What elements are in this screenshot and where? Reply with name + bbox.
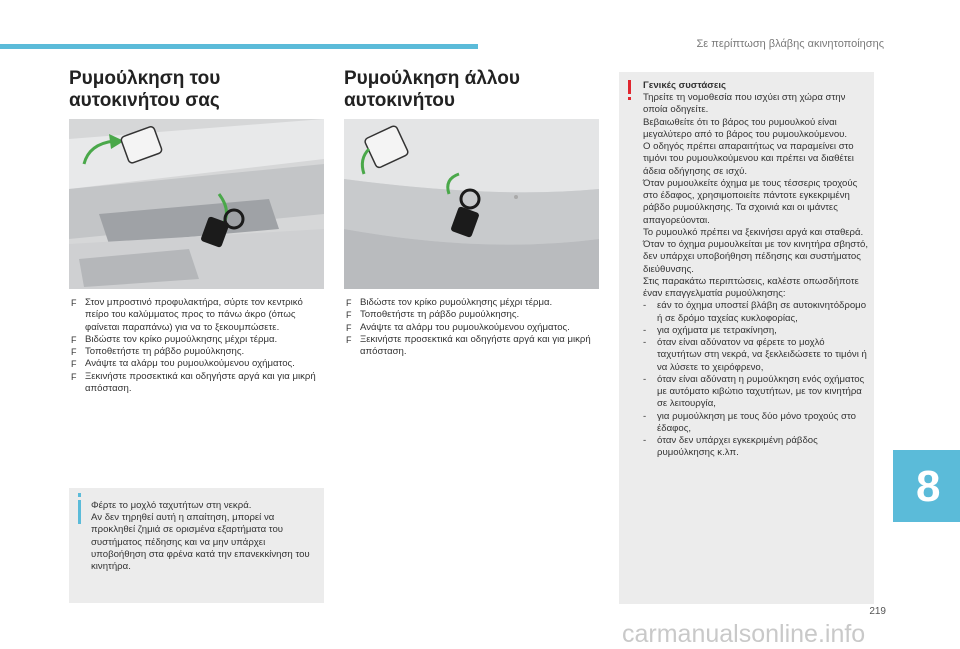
list-dash: - bbox=[643, 300, 647, 312]
step-text: Ξεκινήστε προσεκτικά και οδηγήστε αργά και για μικρή απόσταση. bbox=[360, 333, 591, 358]
warning-list-item bbox=[643, 411, 871, 436]
warning-intro: Τηρείτε τη νομοθεσία που ισχύει στη χώρα στην οποία οδηγείτε. Βεβαιωθείτε ότι το βάρος του ρυμουλκού είναι μεγαλύτερο από το βάρος του ρυμουλκούμενου. Ο οδηγός πρέπει απαραιτήτως να παραμείνει στο τιμόνι του ρυμουλκούμενου και πρέπει να διαθέτει άδεια οδήγησης σε ισχύ. Όταν ρυμουλκείτε όχημα με τους τέσσερις τροχούς στο έδαφος, χρησιμοποιείτε πάντοτε εγκεκριμένη ράβδο ρυμούλκησης. Τα σχοινιά και οι ιμάντες απαγορεύονται. Το ρυμουλκό πρέπει να ξεκινήσει αργά και σταθερά. Όταν το όχημα ρυμουλκείται με τον κινητήρα σβηστό, δεν υπάρχει υποβοήθηση πέδησης και συστήματος διεύθυνσης. Στις παρακάτω περιπτώσεις, καλέστε οπωσδήποτε έναν επαγγελματία ρυμούλκησης: bbox=[643, 92, 869, 299]
warning-item-text: όταν δεν υπάρχει εγκεκριμένη ράβδος ρυμούλκησης κ.λπ. bbox=[657, 435, 818, 459]
info-icon bbox=[78, 493, 81, 497]
info-icon-bar bbox=[78, 500, 81, 524]
warning-item-text: όταν είναι αδύνατον να φέρετε το μοχλό ταχυτήτων στη νεκρά, να ξεκλειδώσετε το τιμόνι ή να λύσετε το χειρόφρενο, bbox=[657, 337, 867, 373]
step-item bbox=[346, 334, 598, 359]
step-marker: F bbox=[346, 298, 352, 308]
section-title-tow-other-car: Ρυμούλκηση άλλου αυτοκινήτου bbox=[344, 68, 520, 111]
step-item bbox=[71, 358, 323, 370]
chapter-tab bbox=[893, 450, 960, 522]
step-item bbox=[71, 346, 323, 358]
step-item bbox=[71, 297, 323, 334]
header-rule bbox=[0, 44, 478, 49]
step-text: Τοποθετήστε τη ράβδο ρυμούλκησης. bbox=[360, 309, 520, 321]
warning-box bbox=[619, 72, 874, 604]
step-text: Ανάψτε τα αλάρμ του ρυμουλκούμενου οχήματος. bbox=[360, 321, 570, 333]
list-dash: - bbox=[643, 373, 647, 385]
step-marker: F bbox=[71, 298, 77, 308]
warning-list-item bbox=[643, 325, 871, 337]
chapter-header-title: Σε περίπτωση βλάβης ακινητοποίησης bbox=[696, 38, 884, 50]
warning-list bbox=[643, 300, 871, 459]
step-item bbox=[346, 322, 598, 334]
warning-item-text: για ρυμούλκηση με τους δύο μόνο τροχούς στο έδαφος, bbox=[657, 410, 856, 434]
warning-item-text: για οχήματα με τετρακίνηση, bbox=[657, 324, 777, 336]
step-marker: F bbox=[346, 310, 352, 321]
watermark: carmanualsonline.info bbox=[622, 620, 866, 648]
rear-bumper-illustration bbox=[344, 119, 599, 289]
step-marker: F bbox=[71, 371, 77, 382]
warning-list-item bbox=[643, 435, 871, 460]
list-dash: - bbox=[643, 337, 647, 348]
warning-list-item bbox=[643, 337, 871, 374]
list-dash: - bbox=[643, 435, 647, 446]
step-item bbox=[346, 309, 598, 321]
step-text: Τοποθετήστε τη ράβδο ρυμούλκησης. bbox=[85, 346, 245, 358]
step-marker: F bbox=[71, 359, 77, 370]
step-text: Ξεκινήστε προσεκτικά και οδηγήστε αργά και για μικρή απόσταση. bbox=[85, 370, 316, 395]
warning-list-item bbox=[643, 300, 871, 325]
warning-item-text: εάν το όχημα υποστεί βλάβη σε αυτοκινητόδρομο ή σε δρόμο ταχείας κυκλοφορίας, bbox=[657, 300, 867, 324]
warning-heading: Γενικές συστάσεις bbox=[643, 80, 727, 91]
info-box bbox=[69, 488, 324, 603]
tow-your-car-steps bbox=[71, 297, 323, 395]
warning-icon-dot bbox=[628, 97, 631, 100]
step-item bbox=[71, 334, 323, 346]
step-text: Στον μπροστινό προφυλακτήρα, σύρτε τον κεντρικό πείρο του καλύμματος προς το πάνω άκρο (όπως φαίνεται παραπάνω) για να το ξεκουμπώσετε. bbox=[85, 297, 303, 333]
list-dash: - bbox=[643, 324, 647, 336]
section-title-tow-your-car: Ρυμούλκηση του αυτοκινήτου σας bbox=[69, 68, 221, 111]
front-bumper-illustration bbox=[69, 119, 324, 289]
page-number: 219 bbox=[869, 606, 886, 617]
step-marker: F bbox=[346, 322, 352, 333]
step-marker: F bbox=[71, 347, 77, 358]
chapter-number: 8 bbox=[916, 462, 941, 511]
warning-icon bbox=[628, 80, 631, 94]
warning-body bbox=[643, 92, 871, 460]
info-text: Φέρτε το μοχλό ταχυτήτων στη νεκρά. Αν δεν τηρηθεί αυτή η απαίτηση, μπορεί να προκληθεί ζημιά σε ορισμένα εξαρτήματα του συστήματος πέδησης και να μην υπάρχει υποβοήθηση στα φρένα κατά την επανεκκίνηση του κινητήρα. bbox=[91, 500, 310, 573]
step-marker: F bbox=[71, 334, 77, 345]
step-item bbox=[71, 371, 323, 396]
step-text: Βιδώστε τον κρίκο ρυμούλκησης μέχρι τέρμα. bbox=[85, 333, 278, 345]
list-dash: - bbox=[643, 410, 647, 422]
warning-list-item bbox=[643, 374, 871, 411]
warning-item-text: όταν είναι αδύνατη η ρυμούλκηση ενός οχήματος με αυτόματο κιβώτιο ταχυτήτων, με τον κινητήρα σε λειτουργία, bbox=[657, 373, 865, 410]
tow-other-car-steps bbox=[346, 297, 598, 358]
step-text: Βιδώστε τον κρίκο ρυμούλκησης μέχρι τέρμα. bbox=[360, 297, 553, 308]
step-item bbox=[346, 297, 598, 309]
step-text: Ανάψτε τα αλάρμ του ρυμουλκούμενου οχήματος. bbox=[85, 358, 295, 370]
step-marker: F bbox=[346, 334, 352, 345]
